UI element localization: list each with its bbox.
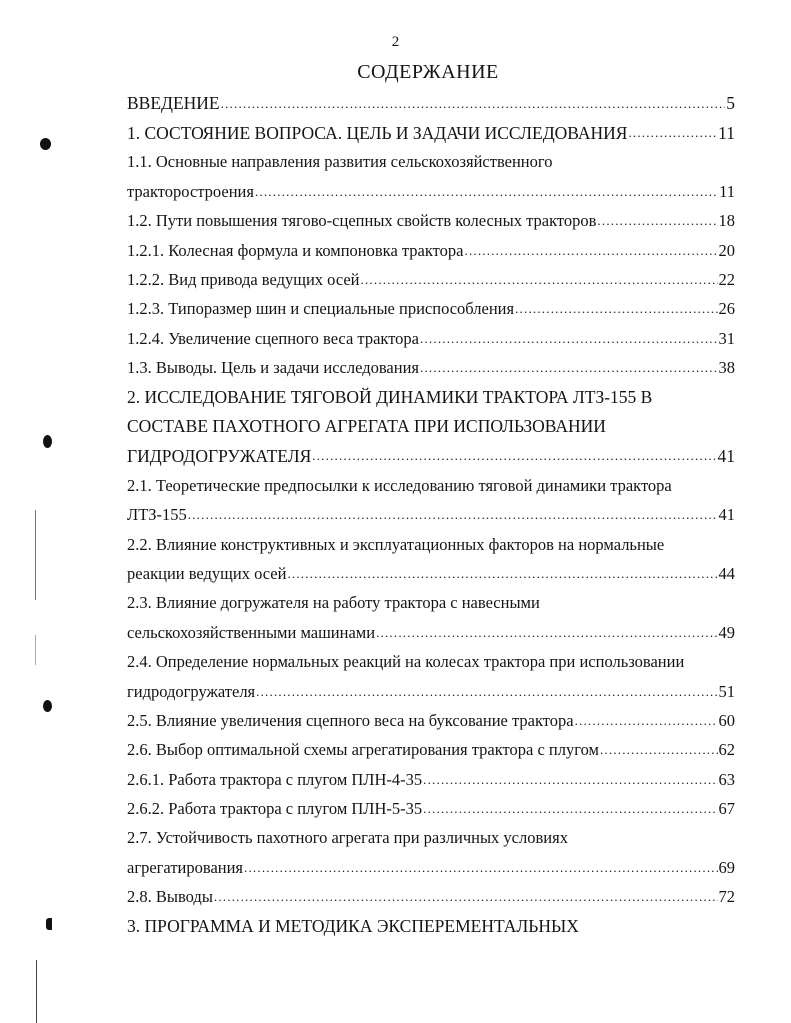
toc-entry-title: 2.1. Теоретические предпосылки к исследованию тяговой динамики трактора [127, 475, 672, 495]
toc-entry-page: 26 [718, 299, 735, 319]
toc-dot-leader [256, 683, 717, 701]
page-number: 2 [391, 34, 400, 50]
toc-entry [127, 677, 735, 706]
toc-entry [127, 324, 735, 353]
toc-dot-leader [575, 712, 718, 730]
toc-dot-leader [597, 212, 717, 230]
toc-entry-title: тракторостроения [127, 181, 254, 201]
toc-entry [127, 618, 735, 647]
toc-dot-leader [255, 183, 718, 201]
binder-hole-mark [43, 435, 52, 448]
toc-entry [127, 794, 735, 823]
toc-entry [127, 89, 735, 118]
toc-entry-title: 2.6. Выбор оптимальной схемы агрегатирования трактора с плугом [127, 740, 599, 760]
toc-entry-page: 41 [718, 505, 735, 525]
toc-dot-leader [465, 242, 718, 260]
toc-entry [127, 442, 735, 471]
toc-entry-title: 1.1. Основные направления развития сельскохозяйственного [127, 152, 553, 172]
toc-entry [127, 177, 735, 206]
toc-entry-title: сельскохозяйственными машинами [127, 622, 376, 642]
toc-entry-page: 62 [718, 740, 735, 760]
toc-entry [127, 265, 735, 294]
toc-entry-title: 2.8. Выводы [127, 887, 213, 907]
toc-dot-leader [188, 506, 718, 524]
toc-entry-page: 31 [718, 328, 735, 348]
toc-entry [127, 295, 735, 324]
toc-entry-page: 51 [718, 681, 735, 701]
binder-hole-mark [46, 918, 52, 930]
toc-entry [127, 736, 735, 765]
toc-entry [127, 912, 735, 941]
toc-entry-title: реакции ведущих осей [127, 563, 287, 583]
toc-dot-leader [376, 624, 717, 642]
toc-entry-title: 2.5. Влияние увеличения сцепного веса на буксование трактора [127, 710, 574, 730]
binder-hole-mark [40, 138, 51, 150]
toc-entry-title: гидродогружателя [127, 681, 256, 701]
toc-entry [127, 853, 735, 882]
toc-entry-title: ГИДРОДОГРУЖАТЕЛЯ [127, 445, 312, 466]
toc-entry [127, 412, 735, 441]
toc-entry [127, 706, 735, 735]
toc-entry-title: 1.3. Выводы. Цель и задачи исследования [127, 358, 419, 378]
toc-entry-page: 63 [718, 769, 735, 789]
toc-entry [127, 471, 735, 500]
toc-entry-title: 3. ПРОГРАММА И МЕТОДИКА ЭКСПЕРЕМЕНТАЛЬНЫХ [127, 916, 579, 937]
table-of-contents [127, 89, 735, 941]
toc-dot-leader [221, 95, 726, 113]
toc-entry [127, 647, 735, 676]
toc-entry-page: 41 [717, 445, 735, 466]
toc-entry [127, 765, 735, 794]
margin-line-mark [35, 510, 36, 600]
toc-entry-page: 38 [718, 358, 735, 378]
margin-line-mark [35, 635, 36, 665]
toc-entry-title: 1.2.4. Увеличение сцепного веса трактора [127, 328, 420, 348]
toc-dot-leader [628, 124, 717, 142]
toc-entry-title: СОСТАВЕ ПАХОТНОГО АГРЕГАТА ПРИ ИСПОЛЬЗОВАНИИ [127, 416, 606, 437]
toc-entry [127, 383, 735, 412]
toc-entry-title: 2.3. Влияние догружателя на работу трактора с навесными [127, 593, 540, 613]
toc-entry [127, 148, 735, 177]
toc-entry-title: 2. ИССЛЕДОВАНИЕ ТЯГОВОЙ ДИНАМИКИ ТРАКТОРА ЛТЗ-155 В [127, 387, 653, 408]
toc-entry [127, 589, 735, 618]
toc-entry-title: 2.2. Влияние конструктивных и эксплуатационных факторов на нормальные [127, 534, 665, 554]
toc-dot-leader [423, 800, 717, 818]
binder-hole-mark [43, 700, 52, 712]
toc-entry-title: 1.2.2. Вид привода ведущих осей [127, 270, 360, 290]
toc-entry-title: ВВЕДЕНИЕ [127, 93, 220, 114]
toc-entry [127, 883, 735, 912]
toc-entry-title: 2.7. Устойчивость пахотного агрегата при различных условиях [127, 828, 568, 848]
toc-entry-title: 1.2.1. Колесная формула и компоновка трактора [127, 240, 464, 260]
toc-entry-page: 60 [718, 710, 735, 730]
toc-entry-title: 1. СОСТОЯНИЕ ВОПРОСА. ЦЕЛЬ И ЗАДАЧИ ИССЛЕДОВАНИЯ [127, 122, 628, 143]
toc-entry-page: 11 [718, 122, 735, 143]
toc-entry-title: 1.2.3. Типоразмер шин и специальные приспособления [127, 299, 515, 319]
toc-dot-leader [423, 771, 717, 789]
toc-entry-page: 18 [718, 211, 735, 231]
toc-entry [127, 530, 735, 559]
toc-dot-leader [287, 565, 717, 583]
toc-entry-page: 20 [718, 240, 735, 260]
toc-entry-title: ЛТЗ-155 [127, 505, 187, 525]
margin-line-mark [36, 960, 37, 1023]
toc-dot-leader [600, 741, 718, 759]
toc-entry [127, 207, 735, 236]
toc-entry-page: 22 [718, 270, 735, 290]
toc-entry [127, 500, 735, 529]
toc-entry-title: 1.2. Пути повышения тягово-сцепных свойств колесных тракторов [127, 211, 597, 231]
toc-dot-leader [312, 447, 716, 465]
toc-entry-page: 44 [718, 563, 735, 583]
toc-entry [127, 354, 735, 383]
toc-dot-leader [420, 359, 718, 377]
toc-entry [127, 824, 735, 853]
toc-entry-page: 67 [718, 799, 735, 819]
toc-entry [127, 236, 735, 265]
toc-entry-page: 69 [718, 857, 735, 877]
toc-entry [127, 559, 735, 588]
toc-dot-leader [244, 859, 717, 877]
toc-entry-page: 11 [719, 181, 735, 201]
toc-dot-leader [361, 271, 718, 289]
toc-entry-page: 49 [718, 622, 735, 642]
toc-entry [127, 118, 735, 147]
toc-entry-title: 2.4. Определение нормальных реакций на колесах трактора при использовании [127, 652, 685, 672]
toc-entry-title: агрегатирования [127, 857, 244, 877]
page-title: СОДЕРЖАНИЕ [357, 61, 499, 83]
toc-dot-leader [420, 330, 717, 348]
toc-entry-page: 5 [726, 93, 735, 114]
toc-entry-page: 72 [718, 887, 735, 907]
toc-dot-leader [515, 300, 717, 318]
toc-dot-leader [214, 888, 718, 906]
toc-entry-title: 2.6.2. Работа трактора с плугом ПЛН-5-35 [127, 799, 423, 819]
toc-entry-title: 2.6.1. Работа трактора с плугом ПЛН-4-35 [127, 769, 423, 789]
